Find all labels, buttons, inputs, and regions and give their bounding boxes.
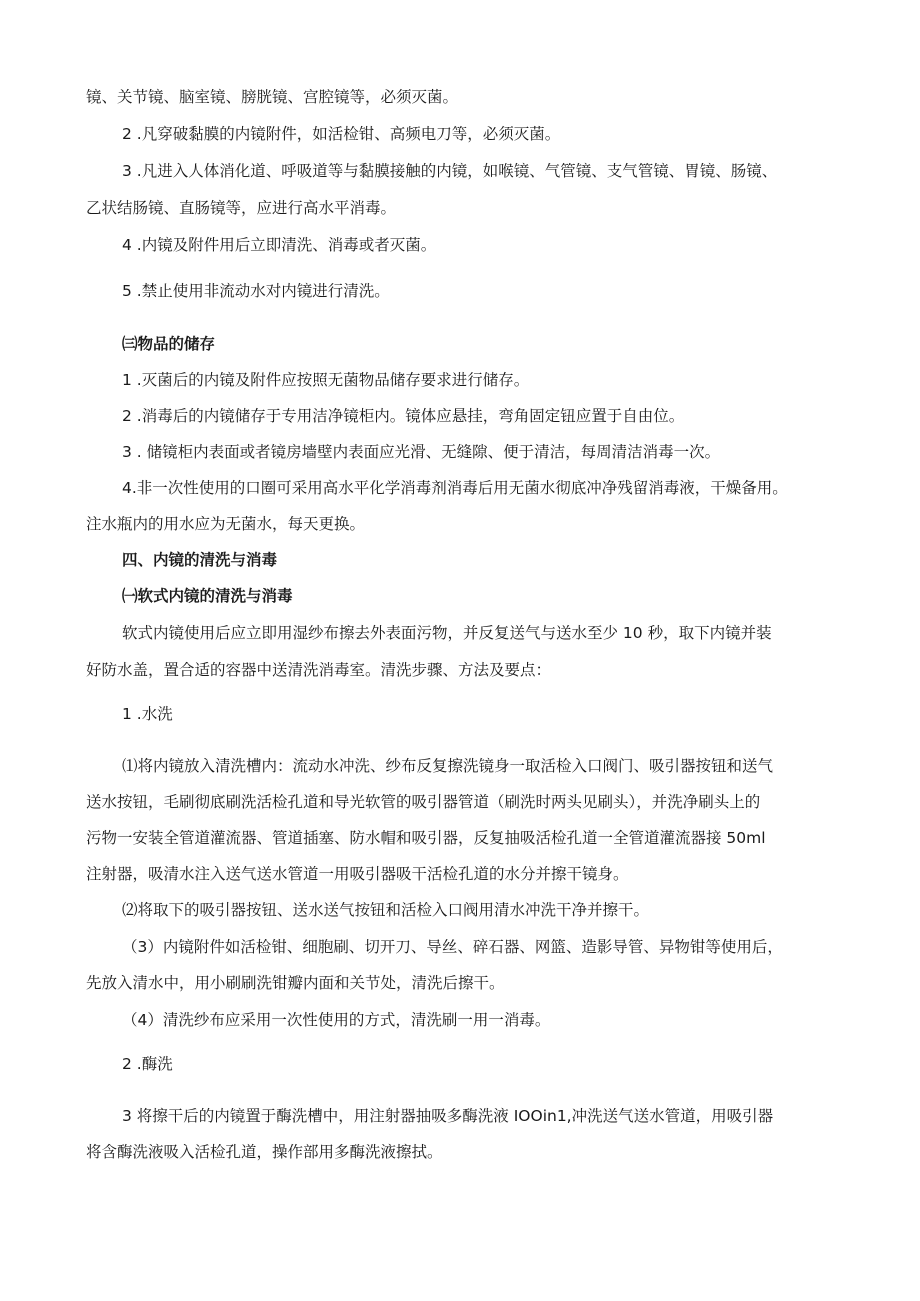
text-line: 2 .酶洗 (122, 1055, 173, 1073)
text-line: 注射器，吸清水注入送气送水管道一用吸引器吸干活检孔道的水分并擦干镜身。 (86, 865, 629, 883)
text-line: 将含酶洗液吸入活检孔道，操作部用多酶洗液擦拭。 (86, 1143, 443, 1161)
text-line: 污物一安装全管道灌流器、管道插塞、防水帽和吸引器，反复抽吸活检孔道一全管道灌流器接 50ml (86, 829, 766, 847)
text-line: 2 .凡穿破黏膜的内镜附件，如活检钳、高频电刀等，必须灭菌。 (122, 125, 561, 143)
text-line: 乙状结肠镜、直肠镜等，应进行高水平消毒。 (86, 199, 397, 217)
text-line: 注水瓶内的用水应为无菌水，每天更换。 (86, 515, 366, 533)
text-line: 3 .凡进入人体消化道、呼吸道等与黏膜接触的内镜，如喉镜、气管镜、支气管镜、胃镜、肠镜、 (122, 162, 778, 180)
text-line: 软式内镜使用后应立即用湿纱布擦去外表面污物，并反复送气与送水至少 10 秒，取下内镜并装 (122, 624, 772, 642)
text-line: 5 .禁止使用非流动水对内镜进行清洗。 (122, 282, 390, 300)
text-line: （4）清洗纱布应采用一次性使用的方式，清洗刷一用一消毒。 (122, 1011, 551, 1029)
text-line: 4.非一次性使用的口圈可采用高水平化学消毒剂消毒后用无菌水彻底冲净残留消毒液，干燥备用。 (122, 479, 788, 497)
text-line: 先放入清水中，用小刷刷洗钳瓣内面和关节处，清洗后擦干。 (86, 974, 505, 992)
text-line: 2 .消毒后的内镜储存于专用洁净镜柜内。镜体应悬挂，弯角固定钮应置于自由位。 (122, 407, 685, 425)
text-line: 镜、关节镜、脑室镜、膀胱镜、宫腔镜等，必须灭菌。 (86, 88, 459, 106)
text-line: （3）内镜附件如活检钳、细胞刷、切开刀、导丝、碎石器、网篮、造影导管、异物钳等使用后， (122, 938, 783, 956)
text-line: 3 . 储镜柜内表面或者镜房墙壁内表面应光滑、无缝隙、便于清洁，每周清洁消毒一次。 (122, 443, 721, 461)
text-line: ⑴将内镜放入清洗槽内：流动水冲洗、纱布反复擦洗镜身一取活检入口阀门、吸引器按钮和送气 (122, 757, 774, 775)
text-line: 3 将擦干后的内镜置于酶洗槽中，用注射器抽吸多酶洗液 IOOin1,冲洗送气送水管道，用吸引器 (122, 1107, 774, 1125)
text-line: 送水按钮，毛刷彻底刷洗活检孔道和导光软管的吸引器管道（刷洗时两头见刷头），并洗净刷头上的 (86, 793, 761, 811)
text-line: 1 .水洗 (122, 705, 173, 723)
section-heading: ㈢物品的储存 (122, 335, 216, 353)
section-heading: ㈠软式内镜的清洗与消毒 (122, 587, 293, 605)
text-line: 1 .灭菌后的内镜及附件应按照无菌物品储存要求进行储存。 (122, 371, 530, 389)
text-line: ⑵将取下的吸引器按钮、送水送气按钮和活检入口阀用清水冲洗干净并擦干。 (122, 901, 650, 919)
text-line: 好防水盖，置合适的容器中送清洗消毒室。清洗步骤、方法及要点： (86, 661, 552, 679)
text-line: 4 .内镜及附件用后立即清洗、消毒或者灭菌。 (122, 236, 437, 254)
chapter-heading: 四、内镜的清洗与消毒 (122, 551, 278, 569)
